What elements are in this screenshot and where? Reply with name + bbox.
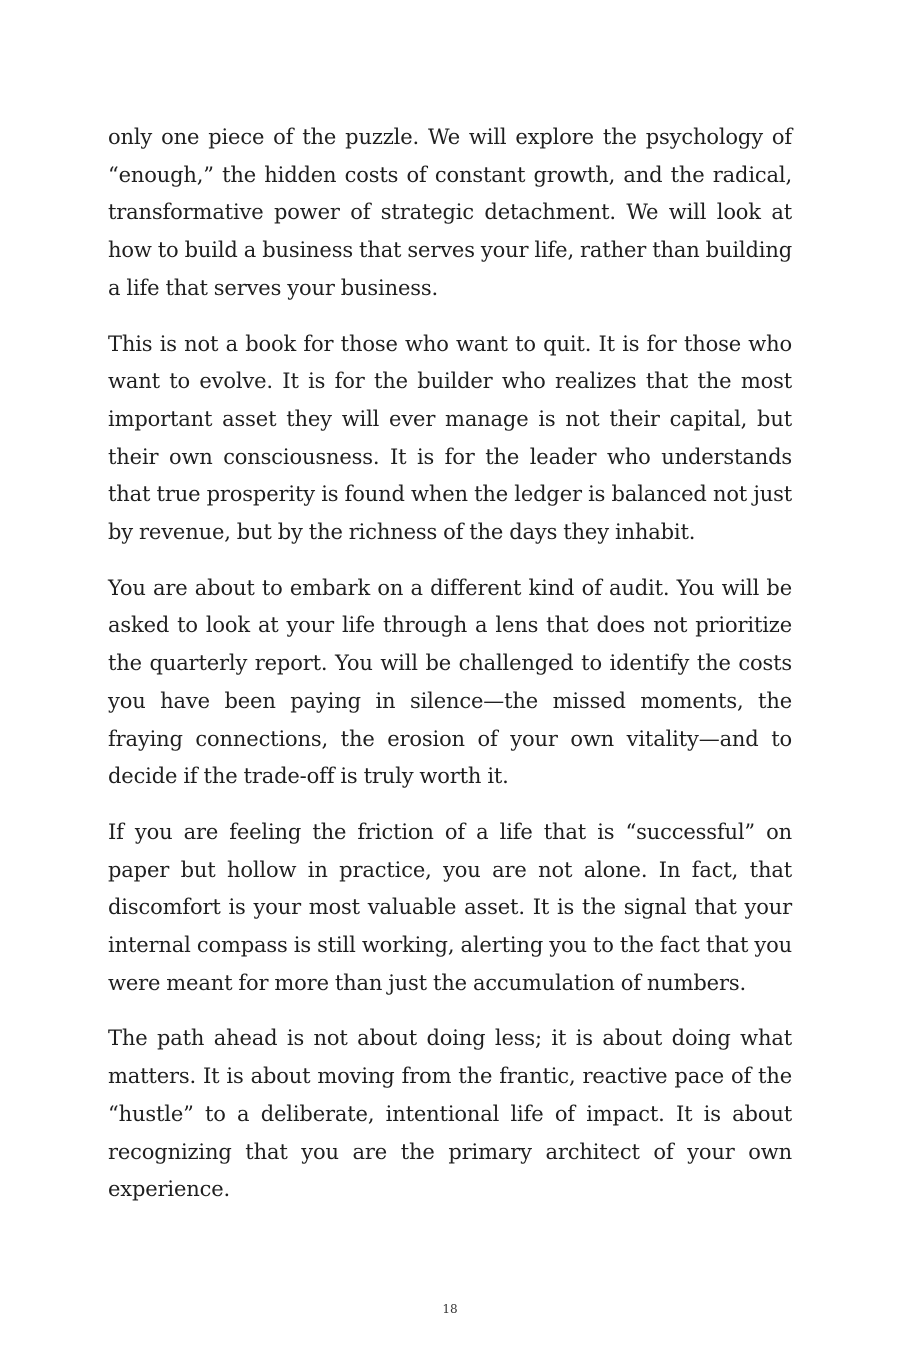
paragraph-4: If you are feeling the friction of a life that is “successful” on paper but hollow in practice, you are not alone. In fact, that discomfort is your most valuable asset. It is the signal that your internal compass is still working, alerting you to the fact that you were meant for more than just the accumulation of numbers. xyxy=(108,819,792,995)
paragraph-3: You are about to embark on a different kind of audit. You will be asked to look at your life through a lens that does not prioritize the quarterly report. You will be challenged to identify the costs you have been paying in silence—the missed moments, the fraying connections, the erosion of your own vitality—and to decide if the trade-off is truly worth it. xyxy=(108,575,792,789)
paragraph-2: This is not a book for those who want to quit. It is for those who want to evolve. It is for the builder who realizes that the most important asset they will ever manage is not their capital, but their own consciousness. It is for the leader who understands that true prosperity is found when the ledger is balanced not just by revenue, but by the richness of the days they inhabit. xyxy=(108,331,792,545)
body-text xyxy=(108,119,792,1227)
paragraph-1: only one piece of the puzzle. We will explore the psychology of “enough,” the hidden costs of constant growth, and the radical, transformative power of strategic detachment. We will look at how to build a business that serves your life, rather than building a life that serves your business. xyxy=(108,125,792,300)
paragraph-5: The path ahead is not about doing less; it is about doing what matters. It is about moving from the frantic, reactive pace of the “hustle” to a deliberate, intentional life of impact. It is about recognizing that you are the primary architect of your own experience. xyxy=(108,1026,792,1202)
page-number: 18 xyxy=(442,1302,458,1316)
